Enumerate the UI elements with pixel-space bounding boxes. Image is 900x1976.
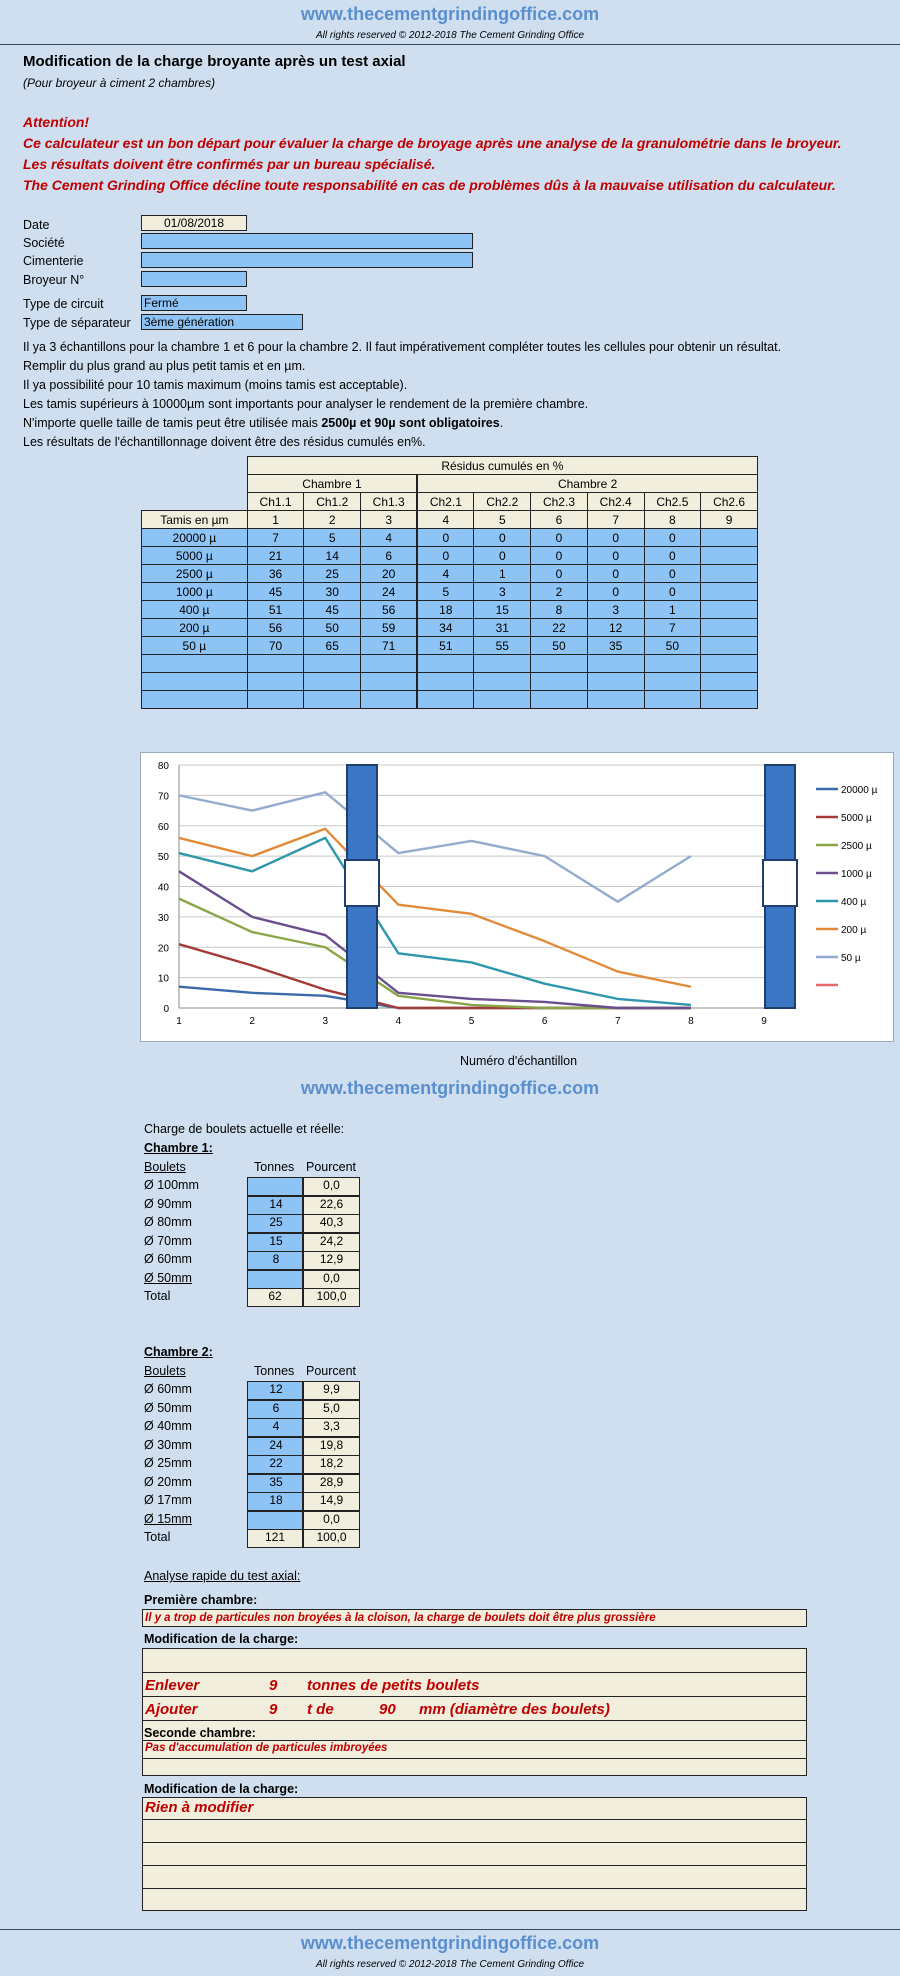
residus-cell[interactable]	[644, 673, 701, 691]
tamis-cell[interactable]	[142, 691, 248, 709]
y-tick-label: 0	[163, 1004, 169, 1015]
residus-cell[interactable]: 4	[417, 565, 474, 583]
residus-cell[interactable]: 0	[531, 529, 588, 547]
residus-cell[interactable]: 0	[587, 583, 644, 601]
residus-cell[interactable]: 0	[417, 529, 474, 547]
charge-title: Charge de boulets actuelle et réelle:	[144, 1122, 345, 1136]
page-title: Modification de la charge broyante après un test axial	[23, 53, 406, 70]
residus-cell[interactable]	[531, 655, 588, 673]
x-tick-label: 2	[249, 1016, 255, 1027]
residus-cell[interactable]: 0	[644, 547, 701, 565]
modification-box-2	[142, 1797, 807, 1911]
x-tick-label: 8	[688, 1016, 694, 1027]
residus-cell[interactable]: 50	[304, 619, 361, 637]
residus-cell[interactable]: 71	[361, 637, 418, 655]
ball-diameter: Ø 90mm	[144, 1196, 192, 1211]
residus-cell[interactable]: 2	[531, 583, 588, 601]
ball-diameter: Ø 60mm	[144, 1252, 192, 1266]
residus-cell[interactable]	[417, 673, 474, 691]
legend-label: 400 µ	[841, 897, 867, 908]
ball-tonnes-input[interactable]: 18	[247, 1492, 303, 1511]
ball-diameter: Ø 20mm	[144, 1474, 192, 1489]
enlever-label: Enlever	[145, 1677, 200, 1694]
ball-percent: 18,2	[303, 1455, 360, 1474]
residus-cell[interactable]: 14	[304, 547, 361, 565]
residus-row	[142, 565, 758, 583]
date-label: Date	[23, 218, 50, 232]
residus-cell[interactable]	[247, 673, 304, 691]
legend-label: 20000 µ	[841, 785, 878, 796]
tamis-cell[interactable]: 5000 µ	[142, 547, 248, 565]
sample-number: 1	[247, 511, 304, 529]
x-tick-label: 5	[468, 1016, 475, 1027]
residus-cell[interactable]: 56	[361, 601, 418, 619]
sample-number: 3	[361, 511, 418, 529]
residus-cell[interactable]: 30	[304, 583, 361, 601]
residus-cell[interactable]: 36	[247, 565, 304, 583]
separateur-field[interactable]: 3ème génération	[141, 314, 303, 330]
residus-cell[interactable]	[531, 691, 588, 709]
legend-label: 2500 µ	[841, 841, 872, 852]
residus-cell[interactable]: 21	[247, 547, 304, 565]
residus-cell[interactable]	[361, 673, 418, 691]
residus-cell[interactable]	[701, 619, 758, 637]
broyeur-label: Broyeur N°	[23, 273, 85, 287]
ball-tonnes-input[interactable]: 25	[247, 1214, 303, 1233]
col-header: Ch2.2	[474, 493, 531, 511]
residus-cell[interactable]: 20	[361, 565, 418, 583]
residus-cell[interactable]: 51	[417, 637, 474, 655]
date-field[interactable]: 01/08/2018	[141, 215, 247, 231]
residus-cell[interactable]: 25	[304, 565, 361, 583]
y-tick-label: 70	[157, 791, 169, 803]
tamis-header: Tamis en µm	[142, 511, 248, 529]
ball-tonnes-input[interactable]: 24	[247, 1437, 303, 1456]
col-header: Ch1.2	[304, 493, 361, 511]
warning-line-1: Ce calculateur est un bon départ pour évaluer la charge de broyage après une analyse de la granulométrie dans le broyeur.	[23, 135, 842, 151]
residus-cell[interactable]: 0	[417, 547, 474, 565]
y-tick-label: 80	[157, 761, 169, 772]
residus-cell[interactable]	[701, 691, 758, 709]
societe-label: Société	[23, 236, 65, 250]
residus-cell[interactable]: 8	[531, 601, 588, 619]
residus-row	[142, 547, 758, 565]
enlever-value: 9	[269, 1677, 278, 1694]
chart-slider-right-handle	[763, 860, 797, 906]
series-line	[179, 792, 691, 901]
sample-number: 4	[417, 511, 474, 529]
total-tonnes: 62	[247, 1288, 303, 1307]
residus-cell[interactable]: 18	[417, 601, 474, 619]
site-url-bottom[interactable]: www.thecementgrindingoffice.com	[300, 1933, 600, 1953]
residus-cell[interactable]	[701, 565, 758, 583]
ball-diameter: Ø 100mm	[144, 1178, 199, 1192]
residus-row	[142, 583, 758, 601]
x-tick-label: 6	[541, 1016, 548, 1027]
ball-diameter: Ø 80mm	[144, 1215, 192, 1229]
residus-cell[interactable]	[304, 655, 361, 673]
row-divider	[143, 1720, 806, 1721]
total-label: Total	[144, 1530, 171, 1544]
pourcent-header-1: Pourcent	[306, 1160, 357, 1174]
y-tick-label: 10	[157, 973, 169, 985]
row-divider	[143, 1888, 806, 1889]
residus-table	[141, 456, 758, 709]
ball-tonnes-input[interactable]: 6	[247, 1400, 303, 1419]
ball-percent: 9,9	[303, 1381, 360, 1400]
residus-cell[interactable]: 3	[474, 583, 531, 601]
analyse-title: Analyse rapide du test axial:	[144, 1569, 301, 1583]
residus-cell[interactable]: 0	[587, 547, 644, 565]
residus-cell[interactable]	[701, 655, 758, 673]
residus-cell[interactable]: 59	[361, 619, 418, 637]
chambre2-title: Chambre 2:	[144, 1345, 213, 1359]
sample-number: 6	[531, 511, 588, 529]
residus-row	[142, 637, 758, 655]
tamis-cell[interactable]: 20000 µ	[142, 529, 248, 547]
residus-cell[interactable]	[474, 655, 531, 673]
residus-cell[interactable]: 65	[304, 637, 361, 655]
residus-cell[interactable]	[474, 673, 531, 691]
residus-cell[interactable]: 56	[247, 619, 304, 637]
residus-cell[interactable]: 6	[361, 547, 418, 565]
site-url-mid[interactable]: www.thecementgrindingoffice.com	[300, 1078, 600, 1098]
residus-cell[interactable]: 50	[644, 637, 701, 655]
instruction-5-c: .	[499, 416, 504, 430]
residus-cell[interactable]: 0	[531, 547, 588, 565]
seconde-chambre-text: Pas d'accumulation de particules imbroyées	[145, 1742, 388, 1754]
sample-number: 8	[644, 511, 701, 529]
ball-percent: 12,9	[303, 1251, 360, 1270]
residus-cell[interactable]	[361, 655, 418, 673]
ball-percent: 0,0	[303, 1270, 360, 1289]
residus-cell[interactable]: 7	[247, 529, 304, 547]
legend-label: 1000 µ	[841, 869, 872, 880]
divider-top	[0, 44, 900, 45]
instruction-2: Remplir du plus grand au plus petit tamis et en µm.	[23, 359, 306, 373]
seconde-chambre-box	[142, 1740, 807, 1776]
residus-cell[interactable]	[701, 673, 758, 691]
divider-bottom	[0, 1929, 900, 1930]
warning-heading: Attention!	[23, 114, 90, 130]
ball-tonnes-input[interactable]: 14	[247, 1196, 303, 1215]
residus-cell[interactable]	[644, 691, 701, 709]
residus-cell[interactable]: 35	[587, 637, 644, 655]
residus-cell[interactable]: 22	[531, 619, 588, 637]
residus-cell[interactable]: 12	[587, 619, 644, 637]
ball-tonnes-input[interactable]: 4	[247, 1418, 303, 1437]
row-divider	[143, 1758, 806, 1759]
residus-cell[interactable]	[247, 691, 304, 709]
instruction-5-a: N'importe quelle taille de tamis peut être utilisée mais	[23, 416, 322, 430]
tonnes-header-1: Tonnes	[254, 1160, 295, 1174]
ball-percent: 19,8	[303, 1437, 360, 1456]
modification-label-2: Modification de la charge:	[144, 1782, 299, 1796]
residus-row	[142, 529, 758, 547]
row-divider	[143, 1696, 806, 1697]
seconde-chambre-label: Seconde chambre:	[144, 1726, 256, 1740]
broyeur-field[interactable]	[141, 271, 247, 287]
row-divider	[143, 1819, 806, 1820]
total-label: Total	[144, 1289, 171, 1303]
legend-label: 50 µ	[841, 953, 861, 964]
ball-percent: 0,0	[303, 1511, 360, 1530]
residus-cell[interactable]	[701, 547, 758, 565]
tonnes-header-2: Tonnes	[254, 1364, 295, 1378]
ball-tonnes-input[interactable]	[247, 1270, 303, 1289]
chart-xlabel: Numéro d'échantillon	[460, 1054, 578, 1068]
ball-tonnes-input[interactable]: 12	[247, 1381, 303, 1400]
ajouter-diameter: 90	[379, 1701, 396, 1718]
residus-chart	[140, 752, 894, 1042]
residus-cell[interactable]	[701, 637, 758, 655]
boulets-header-2: Boulets	[144, 1364, 186, 1378]
circuit-label: Type de circuit	[23, 297, 104, 311]
ball-tonnes-input[interactable]: 35	[247, 1474, 303, 1493]
residus-cell[interactable]: 0	[474, 547, 531, 565]
residus-title: Résidus cumulés en %	[247, 457, 757, 475]
instruction-5	[23, 416, 503, 430]
tamis-cell[interactable]	[142, 655, 248, 673]
residus-cell[interactable]	[701, 583, 758, 601]
residus-cell[interactable]	[417, 691, 474, 709]
ball-percent: 24,2	[303, 1233, 360, 1252]
societe-field[interactable]	[141, 233, 473, 249]
y-tick-label: 40	[157, 882, 169, 894]
residus-cell[interactable]: 3	[587, 601, 644, 619]
tamis-cell[interactable]: 400 µ	[142, 601, 248, 619]
sample-number: 7	[587, 511, 644, 529]
modification-label-1: Modification de la charge:	[144, 1632, 299, 1646]
residus-cell[interactable]	[701, 601, 758, 619]
residus-cell[interactable]	[587, 655, 644, 673]
residus-cell[interactable]: 1	[474, 565, 531, 583]
instruction-3: Il ya possibilité pour 10 tamis maximum (moins tamis est acceptable).	[23, 378, 408, 392]
instruction-6: Les résultats de l'échantillonnage doivent être des résidus cumulés en%.	[23, 435, 426, 449]
sample-number: 5	[474, 511, 531, 529]
ball-percent: 0,0	[303, 1177, 360, 1196]
ajouter-text: mm (diamètre des boulets)	[419, 1701, 610, 1718]
warning-line-2: Les résultats doivent être confirmés par un bureau spécialisé.	[23, 156, 436, 172]
ball-percent: 3,3	[303, 1418, 360, 1437]
instruction-4: Les tamis supérieurs à 10000µm sont importants pour analyser le rendement de la première chambre.	[23, 397, 589, 411]
residus-cell[interactable]	[701, 529, 758, 547]
col-header: Ch1.3	[361, 493, 418, 511]
ajouter-label: Ajouter	[145, 1701, 198, 1718]
cimenterie-field[interactable]	[141, 252, 473, 268]
total-tonnes: 121	[247, 1529, 303, 1548]
residus-cell[interactable]	[587, 673, 644, 691]
x-tick-label: 4	[395, 1016, 402, 1027]
premiere-chambre-box	[142, 1609, 807, 1627]
y-tick-label: 60	[157, 821, 169, 833]
ball-diameter: Ø 30mm	[144, 1437, 192, 1452]
copyright-top: All rights reserved © 2012-2018 The Cement Grinding Office	[315, 30, 585, 41]
total-percent: 100,0	[303, 1288, 360, 1307]
residus-cell[interactable]: 50	[531, 637, 588, 655]
y-tick-label: 50	[157, 852, 169, 864]
row-divider	[143, 1842, 806, 1843]
pourcent-header-2: Pourcent	[306, 1364, 357, 1378]
ball-percent: 40,3	[303, 1214, 360, 1233]
ball-percent: 22,6	[303, 1196, 360, 1215]
col-header: Ch2.3	[531, 493, 588, 511]
residus-cell[interactable]: 70	[247, 637, 304, 655]
residus-cell[interactable]: 7	[644, 619, 701, 637]
boulets-header-1: Boulets	[144, 1160, 186, 1174]
tamis-cell[interactable]	[142, 673, 248, 691]
residus-cell[interactable]: 55	[474, 637, 531, 655]
chambre2-header: Chambre 2	[417, 475, 757, 493]
tamis-cell[interactable]: 200 µ	[142, 619, 248, 637]
enlever-text: tonnes de petits boulets	[307, 1677, 480, 1694]
residus-cell[interactable]	[644, 655, 701, 673]
y-tick-label: 30	[157, 912, 169, 924]
ball-diameter: Ø 50mm	[144, 1270, 192, 1285]
residus-cell[interactable]: 45	[247, 583, 304, 601]
series-line	[179, 829, 691, 987]
col-header: Ch2.6	[701, 493, 758, 511]
residus-cell[interactable]	[361, 691, 418, 709]
ball-percent: 5,0	[303, 1400, 360, 1419]
ball-diameter: Ø 40mm	[144, 1419, 192, 1433]
residus-cell[interactable]: 15	[474, 601, 531, 619]
residus-row	[142, 655, 758, 673]
ball-percent: 28,9	[303, 1474, 360, 1493]
legend-label: 200 µ	[841, 925, 867, 936]
ball-tonnes-input[interactable]: 8	[247, 1251, 303, 1270]
row-divider	[143, 1672, 806, 1673]
cimenterie-label: Cimenterie	[23, 254, 84, 268]
tamis-cell[interactable]: 2500 µ	[142, 565, 248, 583]
residus-cell[interactable]: 0	[644, 529, 701, 547]
residus-cell[interactable]	[247, 655, 304, 673]
premiere-chambre-label: Première chambre:	[144, 1593, 258, 1607]
residus-row	[142, 673, 758, 691]
chart-slider-left-handle	[345, 860, 379, 906]
residus-cell[interactable]: 0	[531, 565, 588, 583]
legend-label: 5000 µ	[841, 813, 872, 824]
residus-row	[142, 619, 758, 637]
circuit-field[interactable]: Fermé	[141, 295, 247, 311]
residus-cell[interactable]: 0	[587, 565, 644, 583]
ajouter-value: 9	[269, 1701, 278, 1718]
copyright-bottom: All rights reserved © 2012-2018 The Cement Grinding Office	[315, 1959, 585, 1970]
residus-cell[interactable]: 5	[304, 529, 361, 547]
sample-number: 9	[701, 511, 758, 529]
x-tick-label: 7	[614, 1016, 621, 1027]
rien-a-modifier: Rien à modifier	[145, 1799, 254, 1816]
residus-cell[interactable]: 0	[587, 529, 644, 547]
residus-cell[interactable]	[417, 655, 474, 673]
ball-tonnes-input[interactable]	[247, 1511, 303, 1530]
residus-cell[interactable]: 0	[474, 529, 531, 547]
x-tick-label: 3	[322, 1016, 329, 1027]
chart-svg	[141, 753, 893, 1041]
residus-cell[interactable]: 1	[644, 601, 701, 619]
ball-tonnes-input[interactable]	[247, 1177, 303, 1196]
ball-tonnes-input[interactable]: 22	[247, 1455, 303, 1474]
residus-cell[interactable]	[304, 691, 361, 709]
residus-cell[interactable]: 5	[417, 583, 474, 601]
chambre1-title: Chambre 1:	[144, 1141, 213, 1155]
residus-cell[interactable]	[587, 691, 644, 709]
residus-cell[interactable]: 4	[361, 529, 418, 547]
col-header: Ch1.1	[247, 493, 304, 511]
series-line	[179, 871, 691, 1008]
residus-cell[interactable]: 31	[474, 619, 531, 637]
warning-line-3: The Cement Grinding Office décline toute responsabilité en cas de problèmes dûs à la mauvaise utilisation du calculateur.	[23, 177, 836, 193]
instruction-5-b: 2500µ et 90µ sont obligatoires	[321, 416, 500, 430]
ball-diameter: Ø 70mm	[144, 1233, 192, 1248]
col-header: Ch2.4	[587, 493, 644, 511]
premiere-chambre-text: Il y a trop de particules non broyées à la cloison, la charge de boulets doit être plus grossière	[145, 1612, 656, 1624]
residus-cell[interactable]: 24	[361, 583, 418, 601]
residus-row	[142, 601, 758, 619]
residus-cell[interactable]	[304, 673, 361, 691]
residus-cell[interactable]	[531, 673, 588, 691]
residus-cell[interactable]	[474, 691, 531, 709]
series-line	[179, 899, 691, 1008]
residus-cell[interactable]: 0	[644, 565, 701, 583]
ball-diameter: Ø 50mm	[144, 1400, 192, 1415]
ajouter-unit: t de	[307, 1701, 334, 1718]
ball-diameter: Ø 25mm	[144, 1456, 192, 1470]
instruction-1: Il ya 3 échantillons pour la chambre 1 et 6 pour la chambre 2. Il faut impérativement compléter toutes les cellules pour obtenir un résultat.	[23, 340, 782, 354]
residus-cell[interactable]: 34	[417, 619, 474, 637]
separateur-label: Type de séparateur	[23, 316, 131, 330]
col-header: Ch2.1	[417, 493, 474, 511]
ball-tonnes-input[interactable]: 15	[247, 1233, 303, 1252]
ball-diameter: Ø 60mm	[144, 1382, 192, 1396]
tamis-cell[interactable]: 1000 µ	[142, 583, 248, 601]
page-subtitle: (Pour broyeur à ciment 2 chambres)	[23, 76, 216, 90]
ball-diameter: Ø 15mm	[144, 1511, 192, 1526]
residus-cell[interactable]: 45	[304, 601, 361, 619]
series-line	[179, 838, 691, 1005]
total-percent: 100,0	[303, 1529, 360, 1548]
y-tick-label: 20	[157, 943, 169, 955]
residus-row	[142, 691, 758, 709]
residus-cell[interactable]: 51	[247, 601, 304, 619]
sample-number: 2	[304, 511, 361, 529]
site-url-top[interactable]: www.thecementgrindingoffice.com	[300, 4, 600, 24]
tamis-cell[interactable]: 50 µ	[142, 637, 248, 655]
ball-percent: 14,9	[303, 1492, 360, 1511]
row-divider	[143, 1865, 806, 1866]
ball-diameter: Ø 17mm	[144, 1493, 192, 1507]
col-header: Ch2.5	[644, 493, 701, 511]
x-tick-label: 1	[176, 1016, 182, 1027]
residus-cell[interactable]: 0	[644, 583, 701, 601]
chambre1-header: Chambre 1	[247, 475, 417, 493]
x-tick-label: 9	[761, 1016, 767, 1027]
